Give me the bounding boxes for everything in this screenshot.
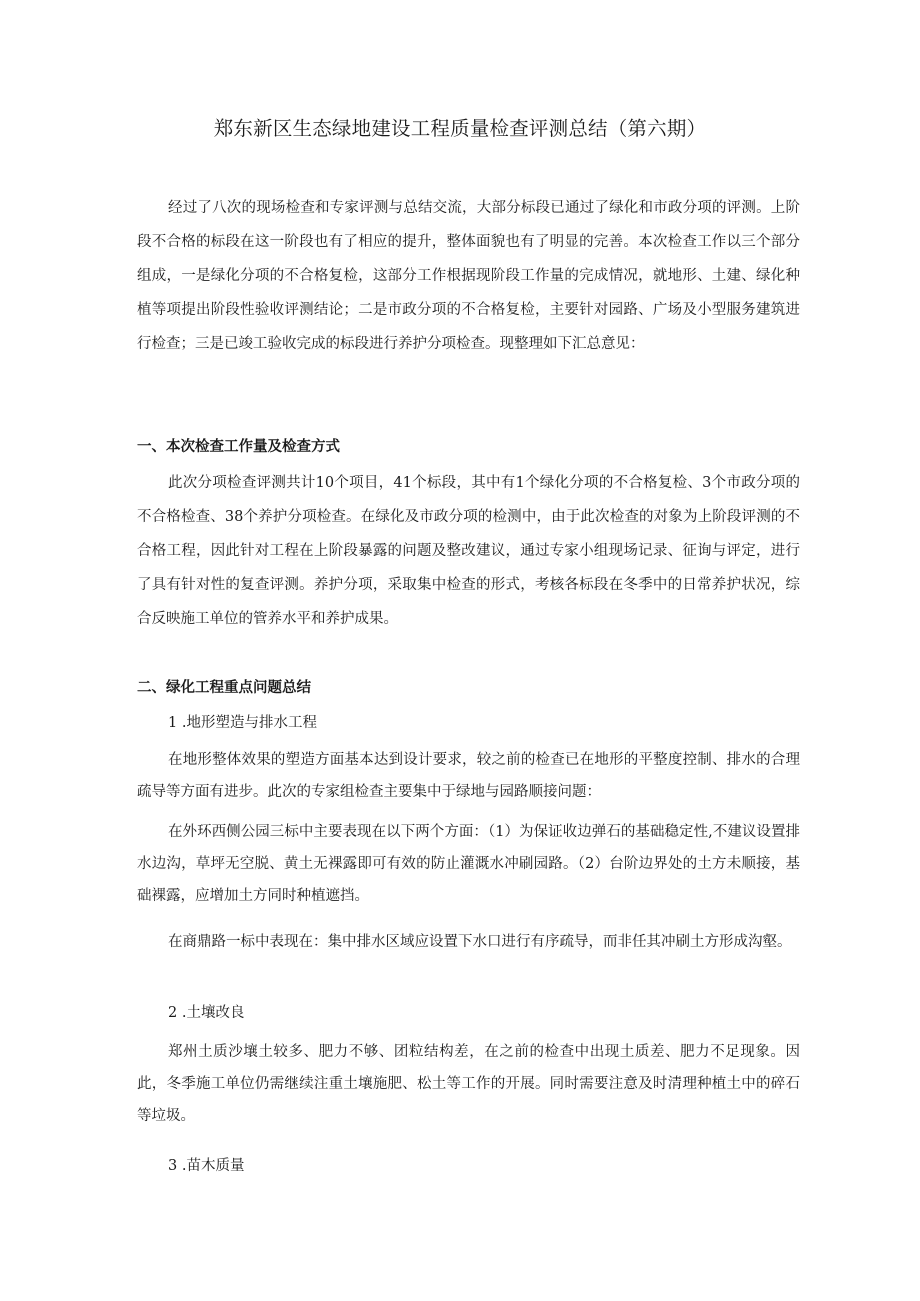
item-2-paragraph-1: 郑州土质沙壤土较多、肥力不够、团粒结构差，在之前的检查中出现土质差、肥力不足现象。因此，冬季施工单位仍需继续注重土壤施肥、松土等工作的开展。同时需要注意及时清理种植土中的碎石等垃圾。: [137, 1044, 800, 1124]
intro-paragraph: 经过了八次的现场检查和专家评测与总结交流，大部分标段已通过了绿化和市政分项的评测。上阶段不合格的标段在这一阶段也有了相应的提升，整体面貌也有了明显的完善。本次检查工作以三个部分组成，一是绿化分项的不合格复检，这部分工作根据现阶段工作量的完成情况，就地形、土建、绿化种植等项提出阶段性验收评测结论；二是市政分项的不合格复检，主要针对园路、广场及小型服务建筑进行检查；三是已竣工验收完成的标段进行养护分项检查。现整理如下汇总意见：: [137, 200, 800, 352]
section-2-heading: 二、绿化工程重点问题总结: [137, 680, 311, 696]
section-1-heading: 一、本次检查工作量及检查方式: [137, 439, 340, 455]
item-1-paragraph-3: 在商鼎路一标中表现在：集中排水区域应设置下水口进行有序疏导，而非任其冲刷土方形成沟壑。: [168, 934, 792, 950]
item-3-label: 3 .苗木质量: [168, 1158, 245, 1174]
item-1-label: 1 .地形塑造与排水工程: [168, 715, 317, 731]
item-1-paragraph-1: 在地形整体效果的塑造方面基本达到设计要求，较之前的检查已在地形的平整度控制、排水的合理疏导等方面有进步。此次的专家组检查主要集中于绿地与园路顺接问题：: [137, 752, 800, 800]
item-2-label: 2 .土壤改良: [168, 1005, 245, 1021]
item-1-paragraph-2: 在外环西侧公园三标中主要表现在以下两个方面：（1）为保证收边弹石的基础稳定性,不建议设置排水边沟，草坪无空脱、黄土无裸露即可有效的防止灌溉水冲刷园路。（2）台阶边界处的土方未顺接，基础裸露，应增加土方同时种植遮挡。: [137, 824, 800, 904]
document-title: 郑东新区生态绿地建设工程质量检查评测总结（第六期）: [213, 117, 707, 140]
section-1-paragraph: 此次分项检查评测共计10个项目，41个标段，其中有1个绿化分项的不合格复检、3个市政分项的不合格检查、38个养护分项检查。在绿化及市政分项的检测中，由于此次检查的对象为上阶段评测的不合格工程，因此针对工程在上阶段暴露的问题及整改建议，通过专家小组现场记录、征询与评定，进行了具有针对性的复查评测。养护分项，采取集中检查的形式，考核各标段在冬季中的日常养护状况，综合反映施工单位的管养水平和养护成果。: [137, 475, 800, 627]
